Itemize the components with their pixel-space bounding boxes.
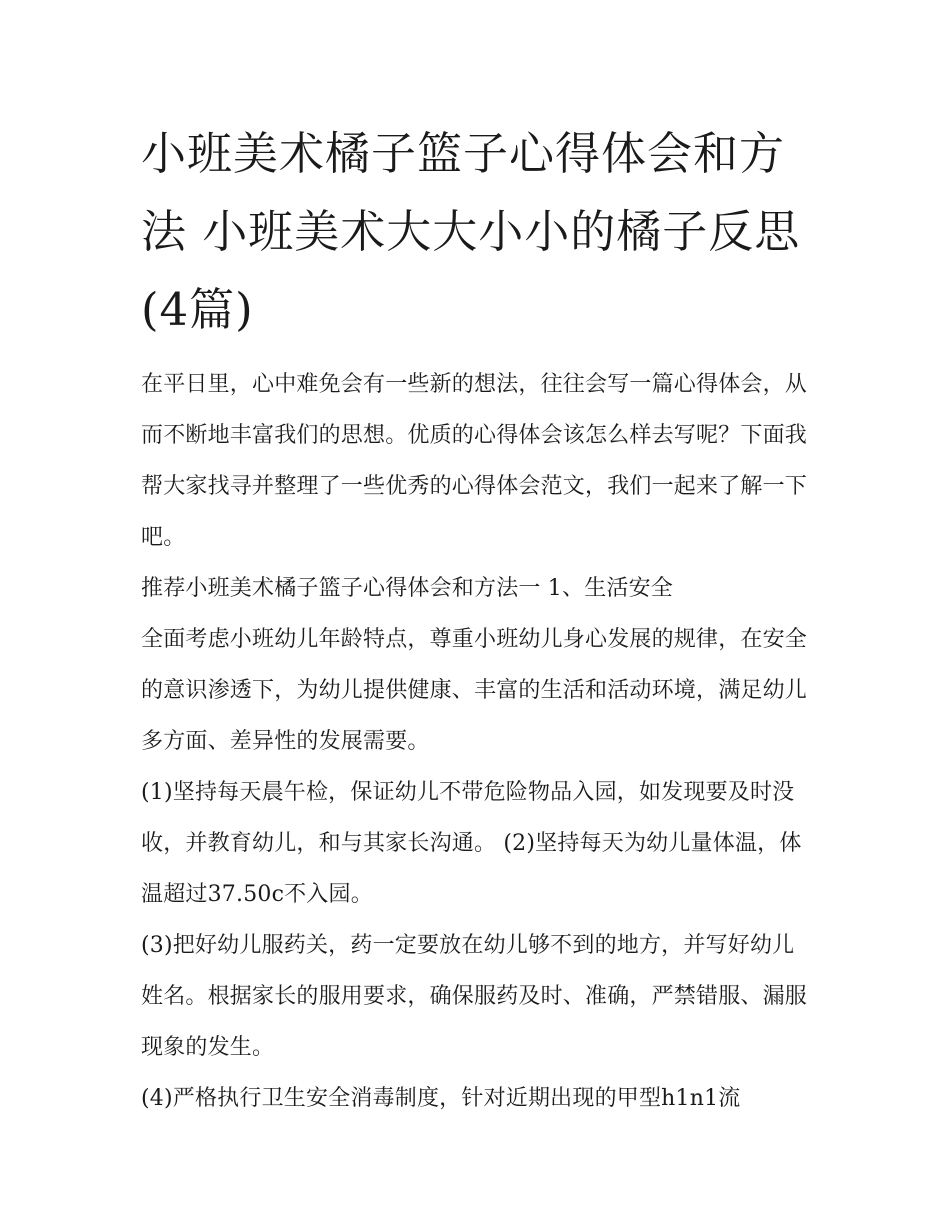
list-item: (1)坚持每天晨午检，保证幼儿不带危险物品入园，如发现要及时没收，并教育幼儿，和与其家长沟通。 (2)坚持每天为幼儿量体温，体温超过37.50c不入园。 — [141, 780, 802, 907]
list-item: (4)严格执行卫生安全消毒制度，针对近期出现的甲型h1n1流 — [141, 1086, 741, 1111]
section-heading: 推荐小班美术橘子篮子心得体会和方法一 1、生活安全 — [141, 576, 673, 601]
intro-paragraph: 在平日里，心中难免会有一些新的想法，往往会写一篇心得体会，从而不断地丰富我们的思想。优质的心得体会该怎么样去写呢？下面我帮大家找寻并整理了一些优秀的心得体会范文，我们一起来了解一下吧。 — [141, 372, 808, 550]
document-title: 小班美术橘子篮子心得体会和方法 小班美术大大小小的橘子反思(4篇) — [141, 127, 801, 336]
document-page — [141, 115, 813, 1124]
body-paragraph: 全面考虑小班幼儿年龄特点，尊重小班幼儿身心发展的规律，在安全的意识渗透下，为幼儿提供健康、丰富的生活和活动环境，满足幼儿多方面、差异性的发展需要。 — [141, 627, 808, 754]
list-item: (3)把好幼儿服药关，药一定要放在幼儿够不到的地方，并写好幼儿姓名。根据家长的服用要求，确保服药及时、准确，严禁错服、漏服现象的发生。 — [141, 933, 808, 1060]
